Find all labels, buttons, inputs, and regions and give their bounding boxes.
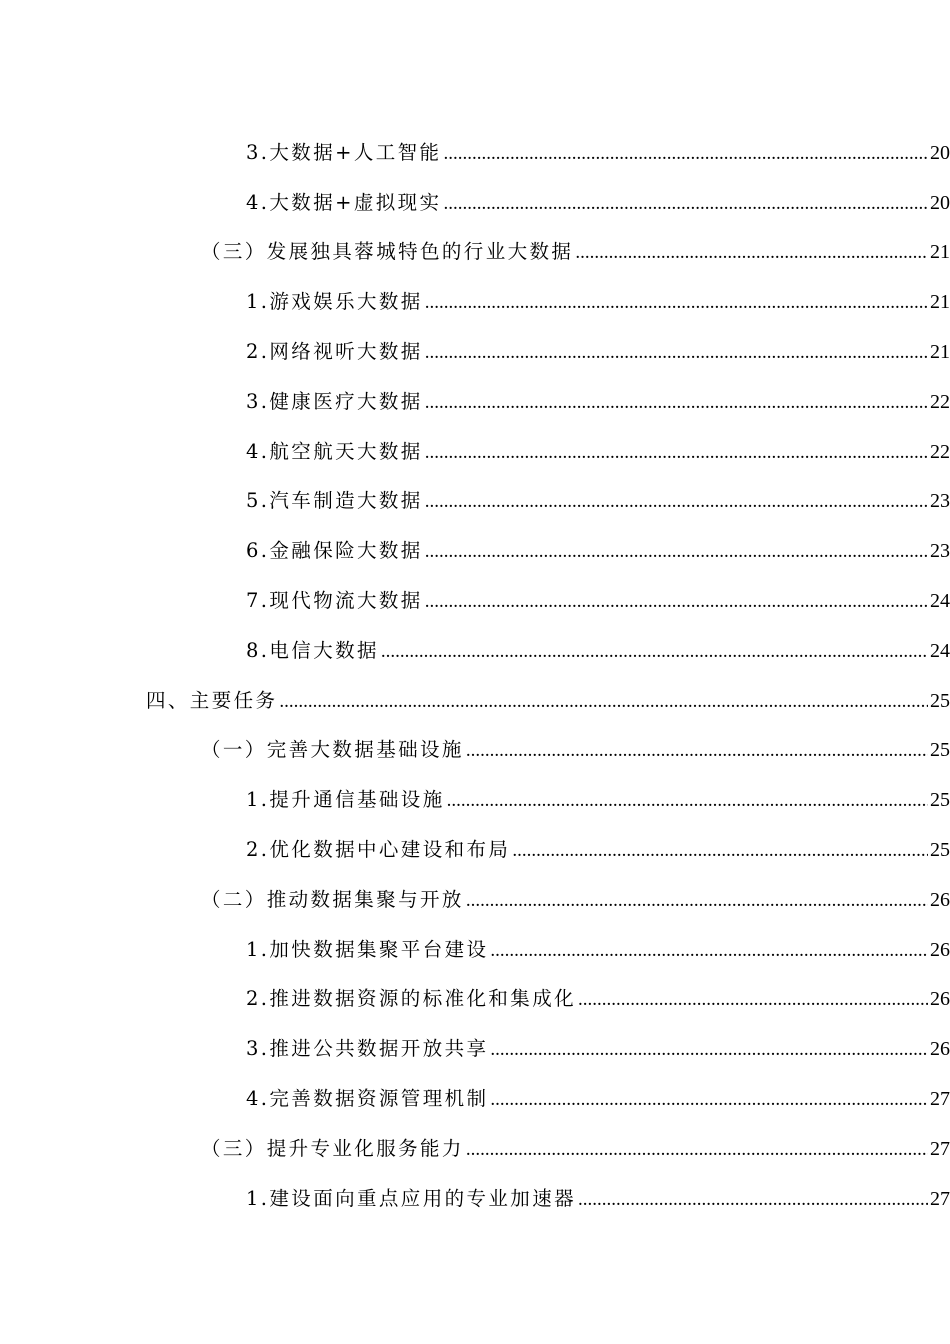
toc-entry-title: （一）完善大数据基础设施 (201, 738, 464, 762)
toc-entry-title: 四、主要任务 (146, 688, 278, 712)
toc-entry[interactable] (0, 275, 950, 325)
toc-entry[interactable] (0, 1172, 950, 1222)
toc-page-number: 25 (930, 839, 950, 862)
toc-entry-title: 1.提升通信基础设施 (246, 788, 445, 812)
toc-entry-title: 3.推进公共数据开放共享 (246, 1037, 489, 1061)
toc-page-number: 23 (930, 490, 950, 513)
toc-entry[interactable] (0, 325, 950, 375)
toc-page-number: 26 (930, 988, 950, 1011)
toc-entry[interactable] (0, 624, 950, 674)
toc-entry-title: 6.金融保险大数据 (246, 539, 423, 563)
toc-entry-title: 5.汽车制造大数据 (246, 489, 423, 513)
toc-entry-title: 4.大数据+虚拟现实 (246, 190, 442, 214)
toc-page-number: 23 (930, 540, 950, 563)
toc-entry[interactable] (0, 1122, 950, 1172)
toc-entry-title: 2.网络视听大数据 (246, 340, 423, 364)
toc-dot-leader (578, 989, 928, 1011)
toc-dot-leader (490, 940, 928, 962)
toc-entry[interactable] (0, 1022, 950, 1072)
toc-entry[interactable] (0, 126, 950, 176)
toc-entry-title: 2.推进数据资源的标准化和集成化 (246, 987, 577, 1011)
toc-dot-leader (466, 890, 928, 912)
toc-entry[interactable] (0, 375, 950, 425)
toc-entry[interactable] (0, 524, 950, 574)
toc-entry-title: 2.优化数据中心建设和布局 (246, 838, 511, 862)
toc-page-number: 26 (930, 1038, 950, 1061)
toc-dot-leader (425, 442, 928, 464)
toc-page-number: 26 (930, 938, 950, 961)
toc-page-number: 25 (930, 789, 950, 812)
toc-dot-leader (466, 1139, 928, 1161)
toc-entry[interactable] (0, 1072, 950, 1122)
toc-page-number: 25 (930, 689, 950, 712)
toc-entry-title: 3.大数据+人工智能 (246, 140, 442, 164)
toc-page-number: 24 (930, 590, 950, 613)
toc-entry[interactable] (0, 176, 950, 226)
toc-dot-leader (425, 392, 928, 414)
toc-entry-title: 1.加快数据集聚平台建设 (246, 937, 489, 961)
toc-entry[interactable] (0, 475, 950, 525)
toc-entry[interactable] (0, 773, 950, 823)
toc-entry[interactable] (0, 226, 950, 276)
toc-dot-leader (443, 193, 928, 215)
toc-entry[interactable] (0, 425, 950, 475)
toc-entry-title: 1.建设面向重点应用的专业加速器 (246, 1186, 577, 1210)
toc-entry[interactable] (0, 724, 950, 774)
toc-dot-leader (425, 292, 928, 314)
toc-entry-title: （三）提升专业化服务能力 (201, 1136, 464, 1160)
toc-entry[interactable] (0, 823, 950, 873)
toc-dot-leader (447, 790, 928, 812)
toc-page-number: 22 (930, 440, 950, 463)
toc-entry-title: 4.航空航天大数据 (246, 439, 423, 463)
toc-entry-title: 1.游戏娱乐大数据 (246, 290, 423, 314)
toc-entry[interactable] (0, 923, 950, 973)
toc-entry[interactable] (0, 574, 950, 624)
toc-page-number: 27 (930, 1088, 950, 1111)
toc-entry-title: （三）发展独具蓉城特色的行业大数据 (201, 240, 574, 264)
toc-dot-leader (425, 342, 928, 364)
toc-dot-leader (490, 1089, 928, 1111)
toc-dot-leader (425, 491, 928, 513)
toc-dot-leader (575, 242, 928, 264)
toc-page-number: 22 (930, 390, 950, 413)
toc-page-number: 20 (930, 191, 950, 214)
toc-page-number: 25 (930, 739, 950, 762)
toc-dot-leader (425, 541, 928, 563)
toc-dot-leader (425, 591, 928, 613)
toc-entry[interactable] (0, 973, 950, 1023)
toc-page-number: 26 (930, 888, 950, 911)
toc-page-number: 21 (930, 341, 950, 364)
toc-entry[interactable] (0, 674, 950, 724)
toc-page-number: 27 (930, 1187, 950, 1210)
toc-page-number: 21 (930, 291, 950, 314)
toc-dot-leader (578, 1189, 928, 1211)
toc-entry-title: （二）推动数据集聚与开放 (201, 887, 464, 911)
toc-entry-title: 7.现代物流大数据 (246, 589, 423, 613)
toc-dot-leader (279, 691, 928, 713)
toc-dot-leader (443, 143, 928, 165)
toc-page-number: 27 (930, 1137, 950, 1160)
toc-entry-title: 8.电信大数据 (246, 638, 379, 662)
toc-dot-leader (490, 1039, 928, 1061)
toc-entry-title: 3.健康医疗大数据 (246, 389, 423, 413)
toc-page-number: 21 (930, 241, 950, 264)
toc-page-number: 20 (930, 141, 950, 164)
toc-dot-leader (466, 740, 928, 762)
toc-entry[interactable] (0, 873, 950, 923)
toc-dot-leader (512, 840, 928, 862)
toc-dot-leader (381, 641, 928, 663)
table-of-contents (0, 126, 950, 1222)
toc-page-number: 24 (930, 639, 950, 662)
toc-entry-title: 4.完善数据资源管理机制 (246, 1087, 489, 1111)
